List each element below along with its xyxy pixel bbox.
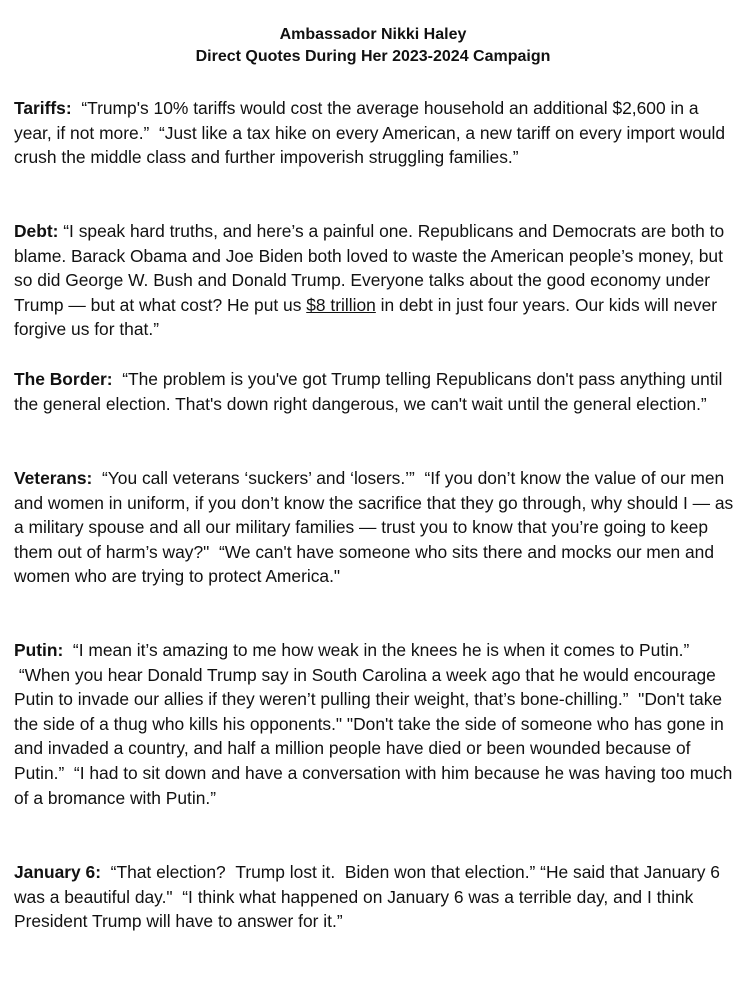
- section-tariffs: [14, 96, 734, 170]
- header-title: Ambassador Nikki Haley: [279, 26, 467, 43]
- section-january-6: [14, 860, 734, 934]
- header-subtitle: Direct Quotes During Her 2023-2024 Campaign: [195, 48, 551, 65]
- section-putin: [14, 638, 734, 810]
- section-text: “Trump's 10% tariffs would cost the average household an additional $2,600 in a year, if not more.” “Just like a tax hike on every American, a new tariff on every import would crush the middle class and further impoverish struggling families.”: [14, 98, 726, 168]
- section-text: “I speak hard truths, and here’s a painful one. Republicans and Democrats are both to blame. Barack Obama and Joe Biden both loved to waste the American people’s money, but so did George W. Bush and Donald Trump. Everyone talks about the good economy under Trump — but at what cost? He put us: [14, 221, 725, 315]
- section-label: Veterans:: [14, 468, 93, 488]
- section-veterans: [14, 466, 734, 589]
- section-debt: [14, 219, 734, 342]
- section-border: [14, 367, 734, 416]
- section-text: “I mean it’s amazing to me how weak in the knees he is when it comes to Putin.” “When you hear Donald Trump say in South Carolina a week ago that he would encourage Putin to invade our allies if they weren’t pulling their weight, that’s bone-chilling.” "Don't take the side of a thug who kills his opponents." "Don't take the side of someone who has gone in and invaded a country, and half a million people have died or been wounded because of Putin.” “I had to sit down and have a conversation with him because he was having too much of a bromance with Putin.”: [14, 640, 733, 808]
- section-text: “You call veterans ‘suckers’ and ‘losers.’” “If you don’t know the value of our men and women in uniform, if you don’t know the sacrifice that they go through, why should I — as a military spouse and all our military families — trust you to know that you’re going to keep them out of harm’s way?" “We can't have someone who sits there and mocks our men and women who are trying to protect America.": [14, 468, 734, 587]
- section-text: “That election? Trump lost it. Biden won that election.” “He said that January 6 was a beautiful day." “I think what happened on January 6 was a terrible day, and I think President Trump will have to answer for it.”: [14, 862, 720, 932]
- section-text: “The problem is you've got Trump telling Republicans don't pass anything until the general election. That's down right dangerous, we can't wait until the general election.”: [14, 369, 723, 414]
- section-label: Putin:: [14, 640, 64, 660]
- section-label: Tariffs:: [14, 98, 72, 118]
- section-label: January 6:: [14, 862, 101, 882]
- section-label: Debt:: [14, 221, 59, 241]
- section-label: The Border:: [14, 369, 113, 389]
- debt-figure-link[interactable]: $8 trillion: [306, 294, 376, 315]
- section-text-continued: in debt in just four years. Our kids will never forgive us for that.”: [14, 294, 718, 340]
- document-header: [0, 24, 746, 68]
